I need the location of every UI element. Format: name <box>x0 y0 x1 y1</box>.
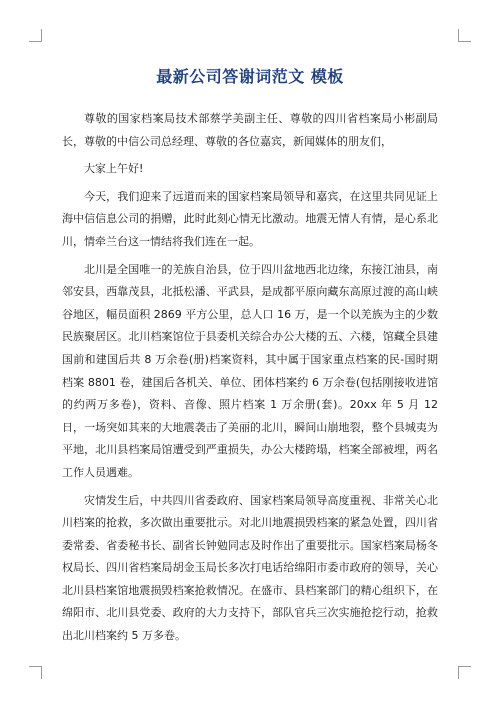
page-corner-mark-top-right <box>458 29 471 42</box>
paragraph-greeting: 大家上午好! <box>84 162 144 176</box>
paragraph-salutation: 尊敬的国家档案局技术部蔡学美副主任、尊敬的四川省档案局小彬副局长，尊敬的中信公司总经理、尊敬的各位嘉宾，新闻媒体的朋友们， <box>62 112 438 148</box>
paragraph-opening: 今天，我们迎来了远道而来的国家档案局领导和嘉宾，在这里共同见证上海中信信息公司的捐赠，此时此刻心情无比激动。地震无情人有情，是心系北川，情牵兰台这一情结将我们连在一起。 <box>62 189 438 248</box>
document-title: 最新公司答谢词范文 模板 <box>156 67 344 86</box>
page-corner-mark-bottom-right <box>458 666 471 679</box>
document-body <box>62 108 438 653</box>
paragraph-disaster-response: 灾情发生后，中共四川省委政府、国家档案局领导高度重视、非常关心北川档案的抢救，多次做出重要批示。对北川地震损毁档案的紧急处置，四川省委常委、省委秘书长、副省长钟勉同志及时作出了重要批示。国家档案局杨冬权局长、四川省档案局胡金玉局长多次打电话给绵阳市委市政府的领导，关心北川县档案馆地震损毁档案抢救情况。在盛市、县档案部门的精心组织下，在绵阳市、北川县党委、政府的大力支持下，部队官兵三次实施抢挖行动，抢救出北川档案约 5 万多卷。 <box>62 493 438 643</box>
paragraph-beichuan-intro: 北川是全国唯一的羌族自治县，位于四川盆地西北边缘，东接江油县，南邻安县，西靠茂县，北抵松潘、平武县，是成都平原向藏东高原过渡的高山峡谷地区，幅员面积 2869 平方公里，总人口 16 万，是一个以羌族为主的少数民族聚居区。北川档案馆位于县委机关综合办公大楼的五、六楼，馆藏全县建国前和建国后共 8 万余卷(册)档案资料，其中属于国家重点档案的民-国时期档案 8801 卷，建国后各机关、单位、团体档案约 6 万余卷(包括刚接收进馆的约两万多卷)，资料、音像、照片档案 1 万余册(套)。20xx 年 5 月 12 日，一场突如其来的大地震袭击了美丽的北川，瞬间山崩地裂，整个县城夷为平地，北川县档案局馆遭受到严重损失，办公大楼跨塌，档案全部被埋，两名工作人员遇难。 <box>62 262 438 479</box>
page-corner-mark-top-left <box>29 29 42 42</box>
page-corner-mark-bottom-left <box>29 666 42 679</box>
